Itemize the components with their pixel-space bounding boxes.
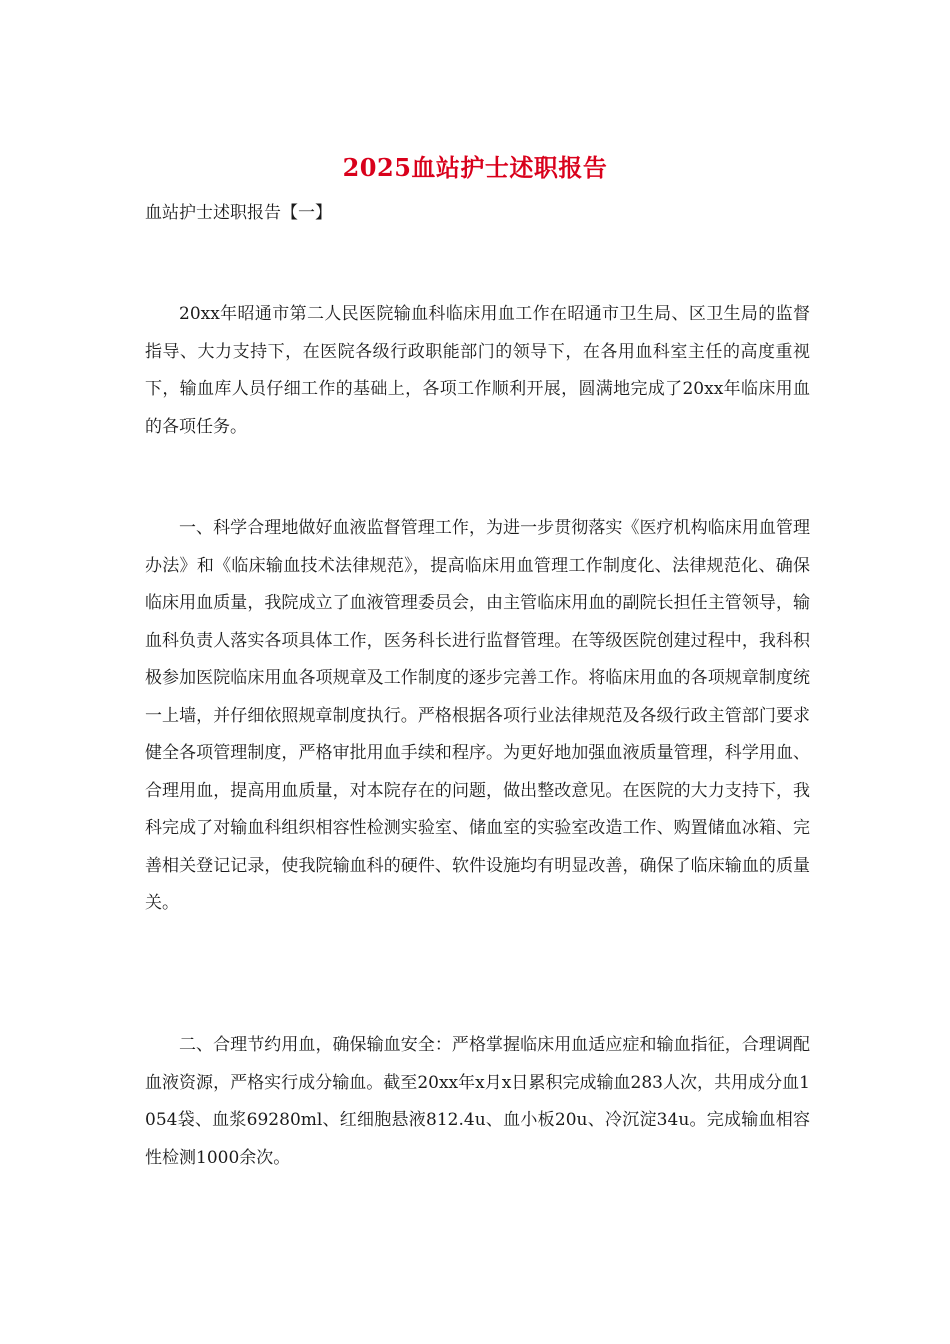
section-heading: 血站护士述职报告【一】 — [145, 203, 332, 223]
paragraph-intro: 20xx年昭通市第二人民医院输血科临床用血工作在昭通市卫生局、区卫生局的监督指导、大力支持下，在医院各级行政职能部门的领导下，在各用血科室主任的高度重视下，输血库人员仔细工作的基础上，各项工作顺利开展，圆满地完成了20xx年临床用血的各项任务。 — [145, 304, 810, 437]
paragraph-section-one: 一、科学合理地做好血液监督管理工作，为进一步贯彻落实《医疗机构临床用血管理办法》和《临床输血技术法律规范》，提高临床用血管理工作制度化、法律规范化、确保临床用血质量，我院成立了血液管理委员会，由主管临床用血的副院长担任主管领导，输血科负责人落实各项具体工作，医务科长进行监督管理。在等级医院创建过程中，我科积极参加医院临床用血各项规章及工作制度的逐步完善工作。将临床用血的各项规章制度统一上墙，并仔细依照规章制度执行。严格根据各项行业法律规范及各级行政主管部门要求健全各项管理制度，严格审批用血手续和程序。为更好地加强血液质量管理，科学用血、合理用血，提高用血质量，对本院存在的问题，做出整改意见。在医院的大力支持下，我科完成了对输血科组织相容性检测实验室、储血室的实验室改造工作、购置储血冰箱、完善相关登记记录，使我院输血科的硬件、软件设施均有明显改善，确保了临床输血的质量关。 — [145, 518, 810, 913]
document-title: 2025血站护士述职报告 — [342, 153, 608, 182]
paragraph-section-two: 二、合理节约用血，确保输血安全：严格掌握临床用血适应症和输血指征，合理调配血液资源，严格实行成分输血。截至20xx年x月x日累积完成输血283人次，共用成分血1054袋、血浆69280ml、红细胞悬液812.4u、血小板20u、冷沉淀34u。完成输血相容性检测1000余次。 — [145, 1035, 810, 1168]
